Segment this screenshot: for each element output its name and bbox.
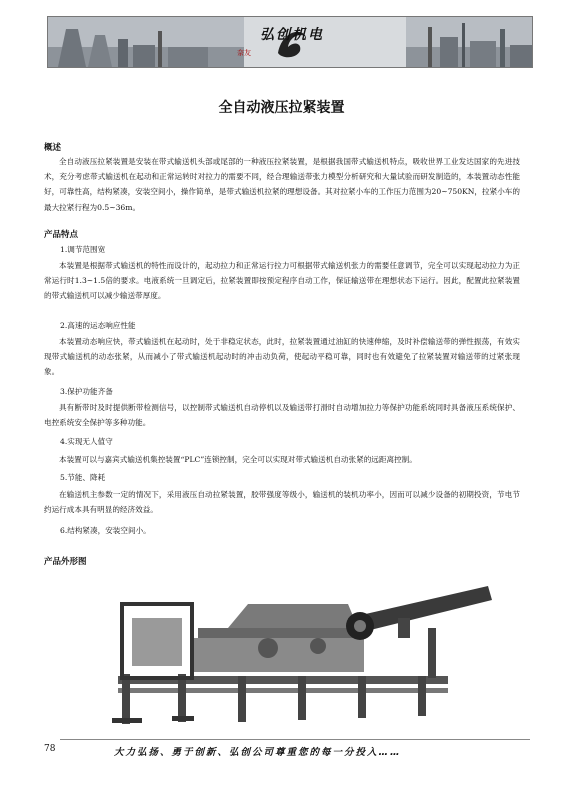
brand-name: 弘创机电 — [260, 27, 324, 43]
page-title: 全自动液压拉紧装置 — [218, 100, 345, 116]
feature-body: 在输送机主参数一定的情况下，采用液压自动拉紧装置，胶带强度等级小，输送机的装机功率小，因而可以减少设备的初期投资，节电节约运行成本具有明显的经济效益。 — [44, 490, 520, 515]
feature-text — [44, 334, 520, 380]
feature-body: 本装置动态响应快，带式输送机在起动时，处于非稳定状态，此时，拉紧装置通过油缸的快速伸缩，及时补偿输送带的弹性振荡，有效实现带式输送机的动态张紧，从而减小了带式输送机起动时的冲击动负荷，使起动平稳可靠，同时也有效避免了拉紧装置对输送带的过紧张现象。 — [44, 337, 520, 377]
feature-text — [44, 487, 520, 517]
feature-text — [44, 400, 520, 430]
feature-text — [44, 452, 520, 467]
feature-title: 4.实现无人值守 — [60, 437, 113, 446]
feature-title: 5.节能、降耗 — [60, 473, 106, 482]
feature-title: 3.保护功能齐备 — [60, 387, 113, 396]
footer-divider — [60, 739, 530, 740]
feature-title: 1.调节范围宽 — [60, 245, 106, 254]
overview-paragraph — [44, 154, 520, 215]
overview-heading: 概述 — [44, 143, 62, 153]
feature-title: 6.结构紧凑，安装空间小。 — [60, 526, 151, 535]
page-number: 78 — [44, 744, 56, 754]
features-heading: 产品特点 — [44, 230, 79, 240]
overview-text: 全自动液压拉紧装置是安装在带式输送机头部或尾部的一种液压拉紧装置，是根据我国带式输送机特点，吸收世界工业发达国家的先进技术，充分考虑带式输送机在起动和正常运转时对拉力的需要不同，经合理输送带张力模型分析研究和大量试验而研发制造的，本装置动态性能好，可靠性高，结构紧凑，安装空间小，操作简单，是带式输送机拉紧的理想设备。其对拉紧小车的工作压力范围为20~750KN，拉紧小车的最大拉紧行程为0.5~36m。 — [44, 157, 520, 212]
feature-body: 本装置可以与嘉宾式输送机集控装置“PLC”连锁控制，完全可以实现对带式输送机自动张紧的远距离控制。 — [59, 455, 417, 464]
figure-heading: 产品外形图 — [44, 557, 87, 567]
feature-title: 2.高速的运态响应性能 — [60, 321, 136, 330]
feature-text — [44, 258, 520, 304]
feature-body: 本装置是根据带式输送机的特性而设计的，起动拉力和正常运行拉力可根据带式输送机张力的需要任意调节，完全可以实现起动拉力为正常运行时1.3~1.5倍的要求。电液系统一旦调定后，拉紧装置即按预定程序自动工作，保证输送带在理想状态下运行。因此，配置此拉紧装置的带式输送机可以减少输送带厚度。 — [44, 261, 520, 301]
feature-body: 具有断带时及时提供断带检测信号，以控制带式输送机自动停机以及输送带打滑时自动增加拉力等保护功能系统同时具备液压系统保护、电控系统安全保护等多种功能。 — [44, 403, 520, 428]
brand-place: 奈友 — [237, 49, 251, 57]
footer-slogan: 大力弘扬、勇于创新、弘创公司尊重您的每一分投入…… — [114, 747, 402, 758]
tensioner-product-image — [98, 578, 498, 726]
